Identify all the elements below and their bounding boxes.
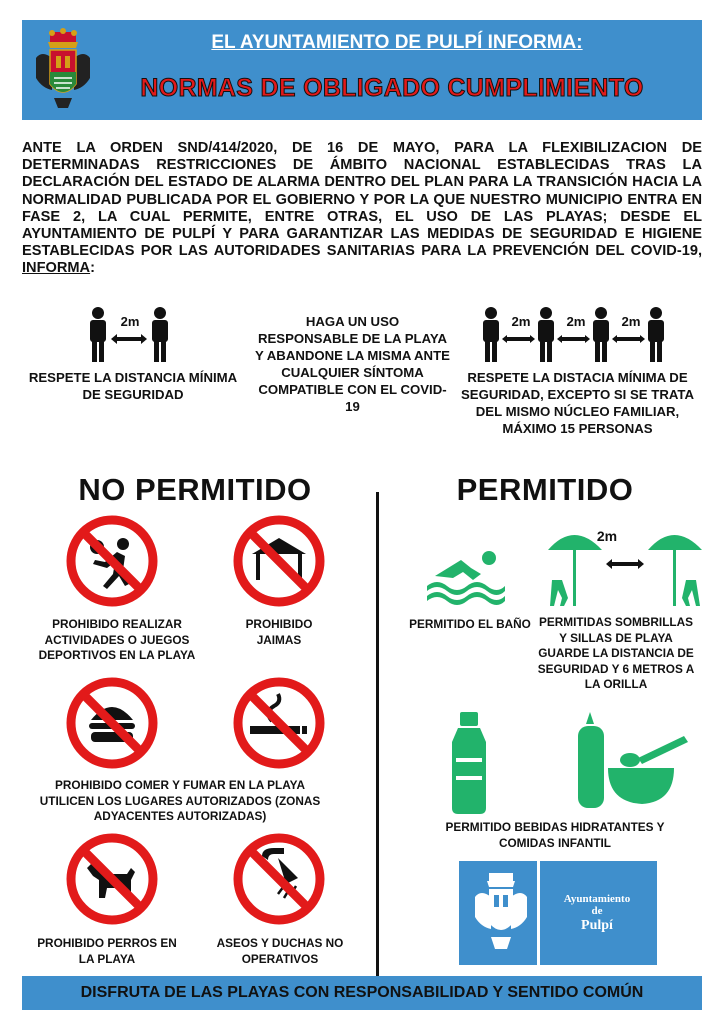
no-tent-caption: PROHIBIDO JAIMAS [245, 617, 313, 647]
no-dogs-caption: PROHIBIDO PERROS EN LA PLAYA [37, 936, 177, 966]
no-showers-caption: ASEOS Y DUCHAS NO OPERATIVOS [216, 936, 344, 966]
intro-text: ANTE LA ORDEN SND/414/2020, DE 16 DE MAYO, PARA LA FLEXIBILIZACION DE DETERMINADAS RESTRICCIONES DE ÁMBITO NACIONAL ESTABLECIDAS TRAS LA DECLARACIÓN DEL ESTADO DE ALARMA DENTRO DEL PLAN PARA LA TRANSICIÓN HACIA LA NORMALIDAD PUBLICADA POR EL GOBIERNO Y POR LA QUE NUESTRO MUNICIPIO ENTRA EN FASE 2, LA CUAL PERMITE, ENTRE OTRAS, EL USO DE LAS PLAYAS; DESDE EL AYUNTAMIENTO DE PULPÍ Y PARA GARANTIZAR LAS MEDIDAS DE SEGURIDAD E HIGIENE ESTABLECIDAS POR LAS AUTORIDADES SANITARIAS PARA LA PREVENCIÓN DEL COVID-19, [22, 140, 702, 260]
header-subtitle: NORMAS DE OBLIGADO CUMPLIMIENTO [140, 74, 644, 102]
distance-label-left: 2m [120, 314, 140, 329]
umbrella-distance-label: 2m [596, 528, 618, 544]
no-eating-icon [65, 676, 159, 770]
logo-line3: Pulpí [581, 918, 613, 933]
logo-crest-icon [473, 871, 529, 955]
distance-label-right-3: 2m [621, 314, 641, 329]
no-sports-caption: PROHIBIDO REALIZAR ACTIVIDADES O JUEGOS DEPORTIVOS EN LA PLAYA [38, 617, 196, 662]
coat-of-arms-icon [32, 28, 94, 114]
umbrella-chairs-icon [544, 520, 706, 608]
header-title: EL AYUNTAMIENTO DE PULPÍ INFORMA: [211, 32, 583, 53]
swimming-icon [425, 546, 507, 606]
no-eating-smoking-caption: PROHIBIDO COMER Y FUMAR EN LA PLAYA UTILICEN LOS LUGARES AUTORIZADOS (ZONAS ADYACENTES AUTORIZADAS) [39, 778, 321, 823]
distance-left-caption: RESPETE LA DISTANCIA MÍNIMA DE SEGURIDAD [28, 370, 238, 402]
logo-line1: Ayuntamiento [563, 893, 631, 905]
footer-text: DISFRUTA DE LAS PLAYAS CON RESPONSABILIDAD Y SENTIDO COMÚN [80, 984, 644, 1001]
permitido-title: PERMITIDO [456, 472, 634, 507]
no-dogs-icon [65, 832, 159, 926]
baby-food-icon [570, 712, 692, 812]
responsible-use-caption: HAGA UN USO RESPONSABLE DE LA PLAYA Y ABANDONE LA MISMA ANTE CUALQUIER SÍNTOMA COMPATIBLE CON EL COVID-19 [255, 314, 450, 414]
water-bottle-icon [442, 712, 496, 814]
footer-banner [22, 976, 702, 1010]
intro-paragraph [22, 140, 702, 278]
no-permitido-title: NO PERMITIDO [78, 472, 312, 507]
no-showers-icon [232, 832, 326, 926]
no-smoking-icon [232, 676, 326, 770]
intro-keyword: INFORMA [22, 260, 91, 277]
intro-colon: : [90, 260, 95, 277]
umbrella-caption: PERMITIDAS SOMBRILLAS Y SILLAS DE PLAYA GUARDE LA DISTANCIA DE SEGURIDAD Y 6 METROS A LA ORILLA [537, 615, 695, 691]
logo-separator [537, 861, 540, 965]
no-sports-icon [65, 514, 159, 608]
logo-line2: de [591, 905, 603, 917]
ayuntamiento-logo [459, 861, 657, 965]
distance-label-right-2: 2m [566, 314, 586, 329]
section-divider [376, 492, 379, 978]
distance-right-caption: RESPETE LA DISTACIA MÍNIMA DE SEGURIDAD, EXCEPTO SI SE TRATA DEL MISMO NÚCLEO FAMILIAR, MÁXIMO 15 PERSONAS [460, 370, 694, 436]
no-tent-icon [232, 514, 326, 608]
drinks-food-caption: PERMITIDO BEBIDAS HIDRATANTES Y COMIDAS INFANTIL [445, 820, 665, 850]
distance-label-right-1: 2m [511, 314, 531, 329]
header-banner [22, 20, 702, 120]
swimming-caption: PERMITIDO EL BAÑO [409, 617, 531, 631]
